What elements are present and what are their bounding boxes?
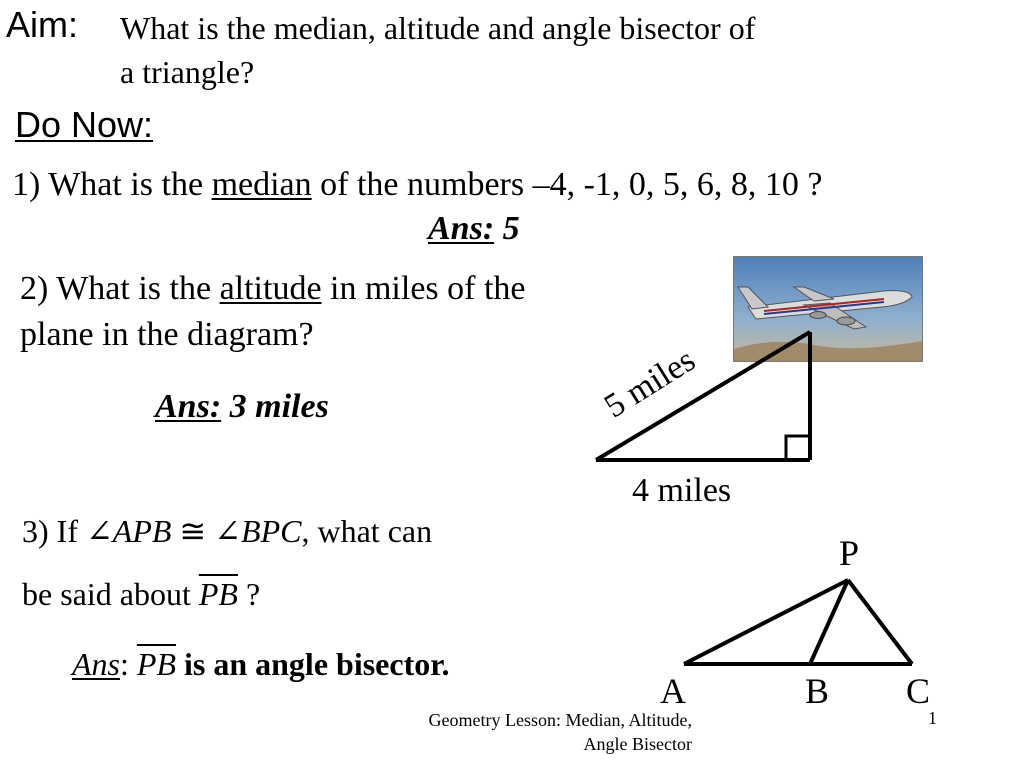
- answer-1: [428, 210, 520, 248]
- angle-bpc: BPC: [241, 513, 302, 549]
- side-pc: [848, 580, 912, 664]
- segment-pb: $\overline{PB}$: [198, 576, 238, 612]
- question-2: [20, 266, 580, 358]
- aim-label: Aim:: [6, 4, 78, 45]
- page-number: 1: [928, 708, 937, 728]
- angle-bisector-triangle: [670, 570, 930, 680]
- footer-title: Geometry Lesson: Median, Altitude, Angle Bisector: [428, 710, 692, 754]
- a3-segment-pb: $\overline{PB}$: [136, 646, 176, 682]
- a1-value: 5: [502, 210, 520, 247]
- aim-question: What is the median, altitude and angle bisector of a triangle?: [120, 10, 756, 90]
- q2-suffix: in miles of the plane in the diagram?: [20, 270, 526, 353]
- a3-text: is an angle bisector.: [183, 646, 450, 682]
- hypotenuse-label: 5 miles: [598, 341, 702, 426]
- vertex-a-label: A: [660, 671, 686, 711]
- base-label: 4 miles: [632, 472, 732, 509]
- angle-icon: ∠: [214, 513, 242, 549]
- question-1: [12, 166, 823, 204]
- do-now-heading: Do Now:: [15, 104, 154, 145]
- q2-term-altitude: altitude: [219, 270, 322, 307]
- a3-colon: :: [120, 646, 129, 682]
- question-3-line-1: [22, 512, 432, 550]
- angle-apb: APB: [112, 513, 172, 549]
- q3-line1-suffix: , what can: [301, 513, 433, 549]
- vertex-b-label: B: [805, 671, 830, 711]
- a3-label: Ans: [72, 646, 120, 682]
- q3-line2-prefix: be said about: [22, 576, 199, 612]
- vertex-p-label: P: [839, 533, 860, 573]
- q1-prefix: 1) What is the: [12, 166, 212, 203]
- q2-prefix: 2) What is the: [20, 270, 220, 307]
- q1-term-median: median: [211, 166, 312, 203]
- a2-label: Ans:: [155, 388, 222, 425]
- a1-label: Ans:: [428, 210, 495, 247]
- side-ap: [684, 580, 848, 664]
- a2-value: 3 miles: [229, 388, 329, 425]
- right-angle-marker: [786, 436, 810, 460]
- answer-2: [155, 388, 329, 426]
- angle-icon: ∠: [85, 513, 113, 549]
- question-3-line-2: [22, 576, 260, 613]
- answer-3: [72, 646, 449, 683]
- congruent-symbol: ≅: [179, 513, 207, 549]
- q3-prefix: 3) If: [22, 513, 86, 549]
- q1-suffix: of the numbers –4, -1, 0, 5, 6, 8, 10 ?: [311, 166, 823, 203]
- vertex-c-label: C: [906, 671, 931, 711]
- bisector-pb: [810, 580, 848, 664]
- q3-line2-suffix: ?: [237, 576, 261, 612]
